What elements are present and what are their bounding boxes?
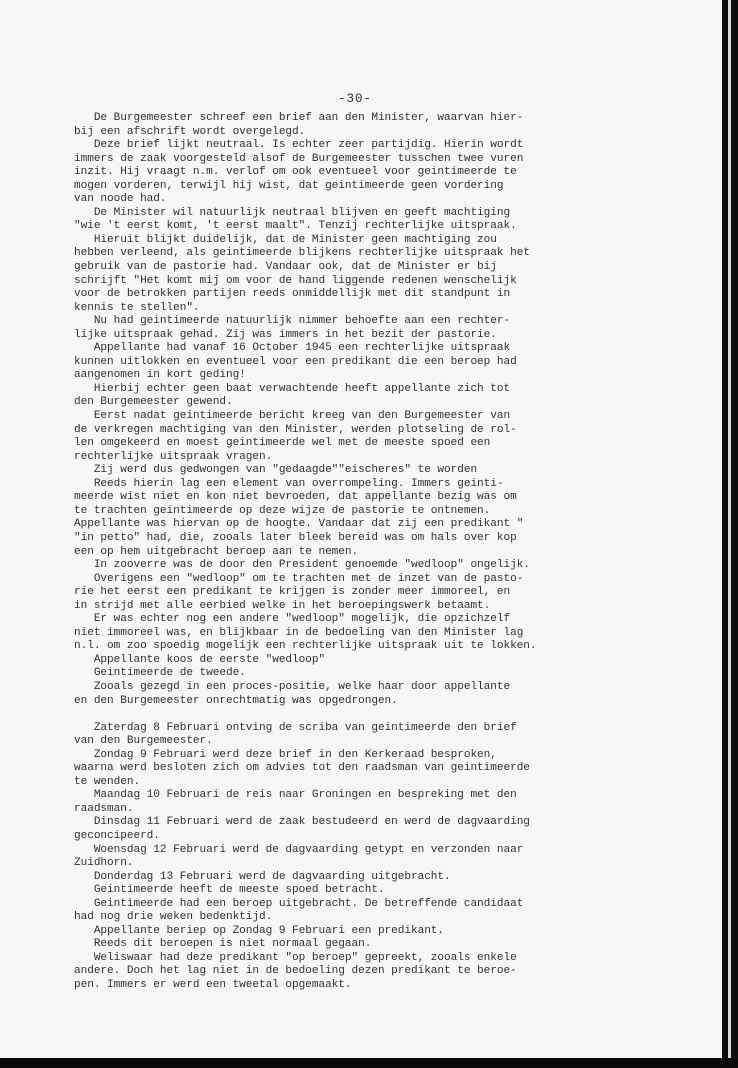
text-line: raadsman. — [74, 802, 134, 815]
text-line: in strijd met alle eerbied welke in het beroepingswerk betaamt. — [74, 599, 491, 612]
text-line: Appellante had vanaf 16 October 1945 een rechterlijke uitspraak — [74, 342, 511, 355]
text-line: De Burgemeester schreef een brief aan den Minister, waarvan hier- — [74, 112, 524, 124]
text-line: bij een afschrift wordt overgelegd. — [74, 125, 306, 138]
text-line: gebruik van de pastorie had. Vandaar ook, dat de Minister er bij — [74, 261, 497, 274]
text-line: Hierbij echter geen baat verwachtende heeft appellante zich tot — [74, 382, 511, 395]
text-line: aangenomen in kort geding! — [74, 369, 246, 382]
letter-body — [74, 112, 714, 993]
scan-edge-bottom — [0, 1058, 738, 1068]
text-line: Hieruit blijkt duidelijk, dat de Minister geen machtiging zou — [74, 233, 497, 246]
text-line: Zaterdag 8 Februari ontving de scriba van geintimeerde den brief — [74, 721, 517, 734]
text-line: Er was echter nog een andere "wedloop" mogelijk, die opzichzelf — [74, 613, 511, 626]
text-line: van den Burgemeester. — [74, 735, 213, 748]
text-line: meerde wist niet en kon niet bevroeden, dat appellante bezig was om — [74, 491, 517, 504]
text-line: Geintimeerde heeft de meeste spoed betracht. — [74, 884, 385, 897]
text-line: In zooverre was de door den President genoemde "wedloop" ongelijk. — [74, 559, 530, 572]
text-line: Geintimeerde de tweede. — [74, 667, 246, 680]
text-line: de verkregen machtiging van den Minister, werden plotseling de rol- — [74, 423, 517, 436]
text-line: Reeds dit beroepen is niet normaal gegaan. — [74, 938, 372, 951]
text-line: Zooals gezegd in een proces-positie, welke haar door appellante — [74, 680, 511, 693]
text-line: De Minister wil natuurlijk neutraal blijven en geeft machtiging — [74, 206, 511, 219]
text-line: Zij werd dus gedwongen van "gedaagde""eischeres" te worden — [74, 464, 478, 477]
text-line: len omgekeerd en moest geintimeerde wel met de meeste spoed een — [74, 437, 491, 450]
text-line: niet immoreel was, en blijkbaar in de bedoeling van den Minister lag — [74, 626, 524, 639]
text-line: Overigens een "wedloop" om te trachten met de inzet van de pasto- — [74, 572, 524, 585]
text-line: inzit. Hij vraagt n.m. verlof om ook eventueel voor geintimeerde te — [74, 166, 517, 179]
text-line: rie het eerst een predikant te krijgen is zonder meer immoreel, en — [74, 586, 511, 599]
text-line: van noode had. — [74, 193, 167, 206]
text-line: Weliswaar had deze predikant "op beroep" gepreekt, zooals enkele — [74, 951, 517, 964]
text-line: Geintimeerde had een beroep uitgebracht. De betreffende candidaat — [74, 897, 524, 910]
text-line: had nog drie weken bedenktijd. — [74, 911, 273, 924]
text-line: en den Burgemeester onrechtmatig was opgedrongen. — [74, 694, 398, 707]
page-number: -30- — [338, 92, 373, 106]
text-line: hebben verleend, als geintimeerde blijkens rechterlijke uitspraak het — [74, 247, 530, 260]
text-line: Deze brief lijkt neutraal. Is echter zeer partijdig. Hierin wordt — [74, 139, 524, 152]
text-line: een op hem uitgebracht beroep aan te nemen. — [74, 545, 359, 558]
text-line: Eerst nadat geintimeerde bericht kreeg van den Burgemeester van — [74, 410, 511, 423]
text-line: Zondag 9 Februari werd deze brief in den Kerkeraad besproken, — [74, 748, 497, 761]
text-line: andere. Doch het lag niet in de bedoeling dezen predikant te beroe- — [74, 965, 517, 978]
text-line: kunnen uitlokken en eventueel voor een predikant die een beroep had — [74, 355, 517, 368]
text-line: mogen vorderen, terwijl hij wist, dat geintimeerde geen vordering — [74, 179, 504, 192]
text-line: te wenden. — [74, 775, 141, 788]
text-line: waarna werd besloten zich om advies tot den raadsman van geintimeerde — [74, 762, 530, 775]
text-line: lijke uitspraak gehad. Zij was immers in het bezit der pastorie. — [74, 328, 497, 341]
text-line: "wie 't eerst komt, 't eerst maalt". Tenzij rechterlijke uitspraak. — [74, 220, 517, 233]
text-line: Appellante koos de eerste "wedloop" — [74, 653, 326, 666]
text-line: voor de betrokken partijen reeds onmiddellijk met dit standpunt in — [74, 288, 511, 301]
text-line: Appellante beriep op Zondag 9 Februari een predikant. — [74, 924, 445, 937]
scan-edge-right — [722, 0, 738, 1068]
text-line: Nu had geintimeerde natuurlijk nimmer behoefte aan een rechter- — [74, 315, 511, 328]
text-line: kennis te stellen". — [74, 301, 200, 314]
text-line: Reeds hierin lag een element van overrompeling. Immers geinti- — [74, 477, 504, 490]
text-line: Woensdag 12 Februari werd de dagvaarding getypt en verzonden naar — [74, 843, 524, 856]
text-line: n.l. om zoo spoedig mogelijk een rechterlijke uitspraak uit te lokken. — [74, 640, 537, 653]
text-line: te trachten geintimeerde op deze wijze de pastorie te ontnemen. — [74, 504, 491, 517]
text-line: Maandag 10 Februari de reis naar Groningen en bespreking met den — [74, 789, 517, 802]
text-line: schrijft "Het komt mij om voor de hand liggende redenen wenschelijk — [74, 274, 517, 287]
text-line: pen. Immers er werd een tweetal opgemaakt. — [74, 979, 352, 991]
text-line: Dinsdag 11 Februari werd de zaak bestudeerd en werd de dagvaarding — [74, 816, 530, 829]
text-line: Donderdag 13 Februari werd de dagvaarding uitgebracht. — [74, 870, 451, 883]
paragraph-gap — [74, 708, 714, 722]
text-line: immers de zaak voorgesteld alsof de Burgemeester tusschen twee vuren — [74, 152, 524, 165]
text-line: geconcipeerd. — [74, 829, 160, 842]
text-line: Appellante was hiervan op de hoogte. Vandaar dat zij een predikant " — [74, 518, 524, 531]
text-line: rechterlijke uitspraak vragen. — [74, 450, 273, 463]
scan-edge-stripe — [728, 0, 731, 1068]
text-line: "in petto" had, die, zooals later bleek bereid was om hals over kop — [74, 531, 517, 544]
text-line: Zuidhorn. — [74, 857, 134, 870]
text-line: den Burgemeester gewend. — [74, 396, 233, 409]
